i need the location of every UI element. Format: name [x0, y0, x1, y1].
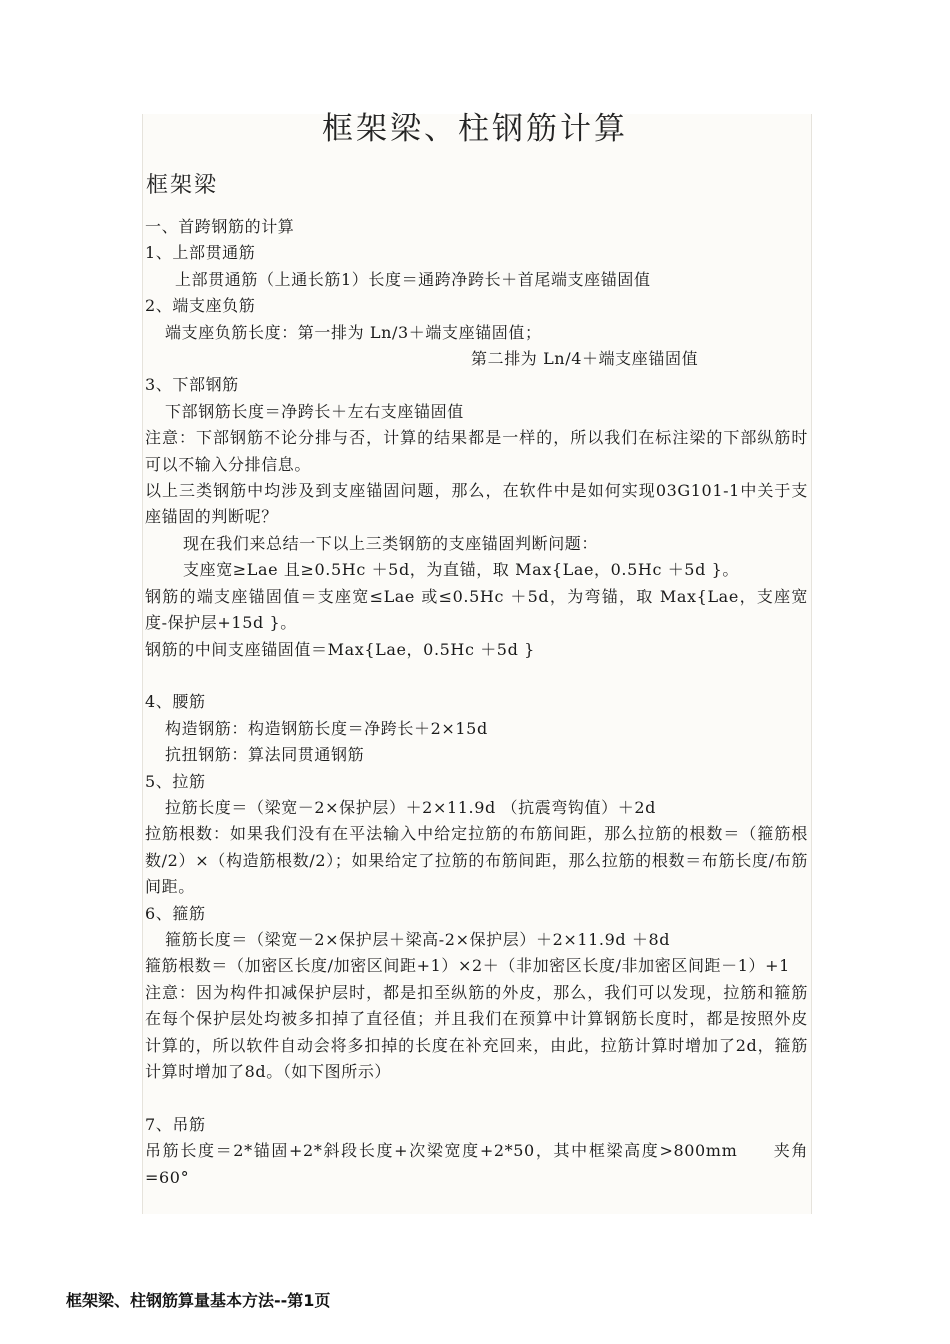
subheading-3: 3、下部钢筋 [145, 375, 239, 395]
subheading-7: 7、吊筋 [145, 1114, 206, 1134]
heading-1: 一、首跨钢筋的计算 [145, 217, 295, 236]
subheading-1: 1、上部贯通筋 [145, 243, 256, 263]
paragraph: 拉筋长度＝（梁宽－2×保护层）＋2×11.9d （抗震弯钩值）＋2d [165, 797, 656, 817]
paragraph: 箍筋长度＝（梁宽－2×保护层＋梁高-2×保护层）＋2×11.9d ＋8d [165, 929, 671, 949]
note-paragraph: 注意：因为构件扣减保护层时，都是扣至纵筋的外皮，那么，我们可以发现，拉筋和箍筋在每个保护层处均被多扣掉了直径值；并且我们在预算中计算钢筋长度时，都是按照外皮计算的，所以软件自动会将多扣掉的长度在补充回来，由此，拉筋计算时增加了2d，箍筋计算时增加了8d。（如下图所示） [145, 982, 808, 1081]
paragraph: 拉筋根数：如果我们没有在平法输入中给定拉筋的布筋间距，那么拉筋的根数＝（箍筋根数/2）×（构造筋根数/2）；如果给定了拉筋的布筋间距，那么拉筋的根数＝布筋长度/布筋间距。 [145, 824, 808, 897]
paragraph: 钢筋的中间支座锚固值＝Max{Lae，0.5Hc ＋5d } [145, 639, 535, 659]
paragraph: 上部贯通筋（上通长筋1）长度＝通跨净跨长＋首尾端支座锚固值 [175, 269, 651, 289]
document-body [145, 214, 808, 1191]
section-title: 框架梁 [146, 173, 219, 198]
paragraph: 下部钢筋长度＝净跨长＋左右支座锚固值 [165, 401, 464, 421]
paragraph: 现在我们来总结一下以上三类钢筋的支座锚固判断问题： [183, 533, 599, 553]
paragraph: 以上三类钢筋中均涉及到支座锚固问题，那么，在软件中是如何实现03G101-1中关于支座锚固的判断呢？ [145, 481, 808, 527]
document-title: 框架梁、柱钢筋计算 [322, 111, 628, 147]
paragraph: 吊筋长度＝2*锚固+2*斜段长度+次梁宽度+2*50，其中框梁高度>800mm 夹角=60° [145, 1141, 808, 1187]
subheading-6: 6、箍筋 [145, 903, 206, 923]
note-paragraph: 注意：下部钢筋不论分排与否，计算的结果都是一样的，所以我们在标注梁的下部纵筋时可以不输入分排信息。 [145, 428, 808, 474]
subheading-4: 4、腰筋 [145, 692, 206, 712]
paragraph: 箍筋根数＝（加密区长度/加密区间距+1）×2＋（非加密区长度/非加密区间距－1）+1 [145, 956, 790, 976]
paragraph: 第二排为 Ln/4＋端支座锚固值 [471, 349, 699, 369]
subheading-5: 5、拉筋 [145, 771, 206, 791]
paragraph: 抗扭钢筋：算法同贯通钢筋 [165, 745, 365, 765]
paragraph: 端支座负筋长度：第一排为 Ln/3＋端支座锚固值； [165, 322, 542, 342]
paragraph: 支座宽≥Lae 且≥0.5Hc ＋5d，为直锚，取 Max{Lae，0.5Hc ＋5d }。 [183, 560, 739, 580]
subheading-2: 2、端支座负筋 [145, 296, 256, 316]
page-footer: 框架梁、柱钢筋算量基本方法--第1页 [66, 1291, 331, 1310]
paragraph: 钢筋的端支座锚固值＝支座宽≤Lae 或≤0.5Hc ＋5d，为弯锚，取 Max{Lae，支座宽度-保护层+15d }。 [145, 586, 808, 633]
paragraph: 构造钢筋：构造钢筋长度＝净跨长＋2×15d [165, 718, 488, 738]
